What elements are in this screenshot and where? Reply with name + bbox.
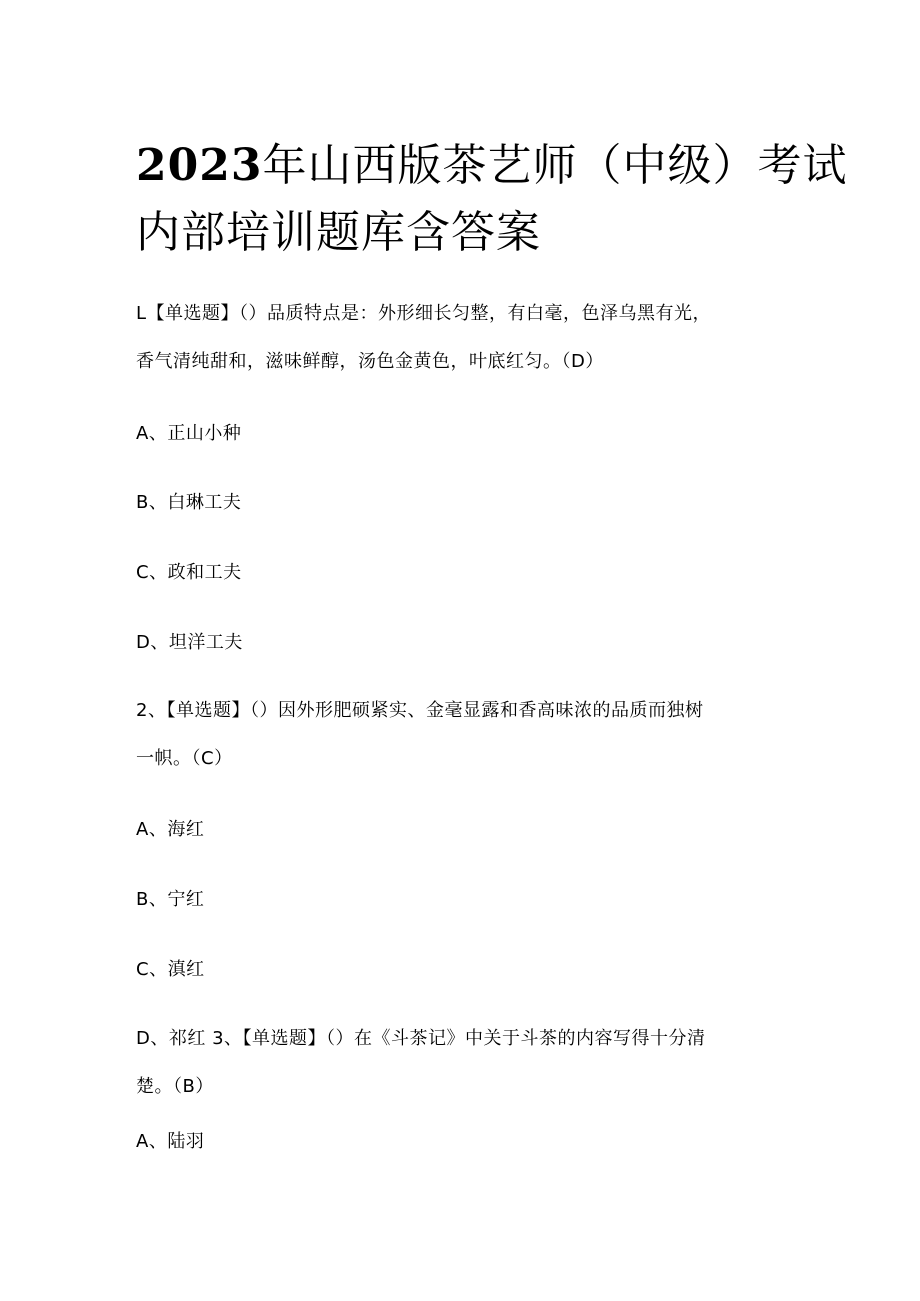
question-1-text-line-1: L【单选题】（）品质特点是：外形细长匀整，有白毫，色泽乌黑有光，: [136, 303, 712, 324]
question-2-option-a: A、海红: [136, 819, 205, 840]
title-text: 年山西版茶艺师（中级）考试: [262, 140, 848, 191]
question-1-option-c: C、政和工夫: [136, 562, 242, 583]
question-2-text-line-2: 一帜。（C）: [136, 748, 233, 769]
question-2-option-b: B、宁红: [136, 889, 205, 910]
question-2-option-c: C、滇红: [136, 959, 205, 980]
question-3-option-a: A、陆羽: [136, 1131, 205, 1152]
title-year: 2023: [136, 140, 263, 191]
question-2-text-line-1: 2、【单选题】（）因外形肥硕紧实、金毫显露和香高味浓的品质而独树: [136, 700, 704, 721]
question-1-option-d: D、坦洋工夫: [136, 632, 243, 653]
question-1-option-a: A、正山小种: [136, 423, 242, 444]
document-title-line-2: 内部培训题库含答案: [136, 207, 541, 258]
document-title-line-1: [136, 138, 848, 194]
question-1-option-b: B、白琳工夫: [136, 492, 242, 513]
question-3-text-line-2: 楚。（B）: [136, 1076, 214, 1097]
question-3-text-line-1: D、祁红 3、【单选题】（）在《斗茶记》中关于斗茶的内容写得十分清: [136, 1028, 706, 1049]
question-1-text-line-2: 香气清纯甜和，滋味鲜醇，汤色金黄色，叶底红匀。（D）: [136, 351, 604, 372]
